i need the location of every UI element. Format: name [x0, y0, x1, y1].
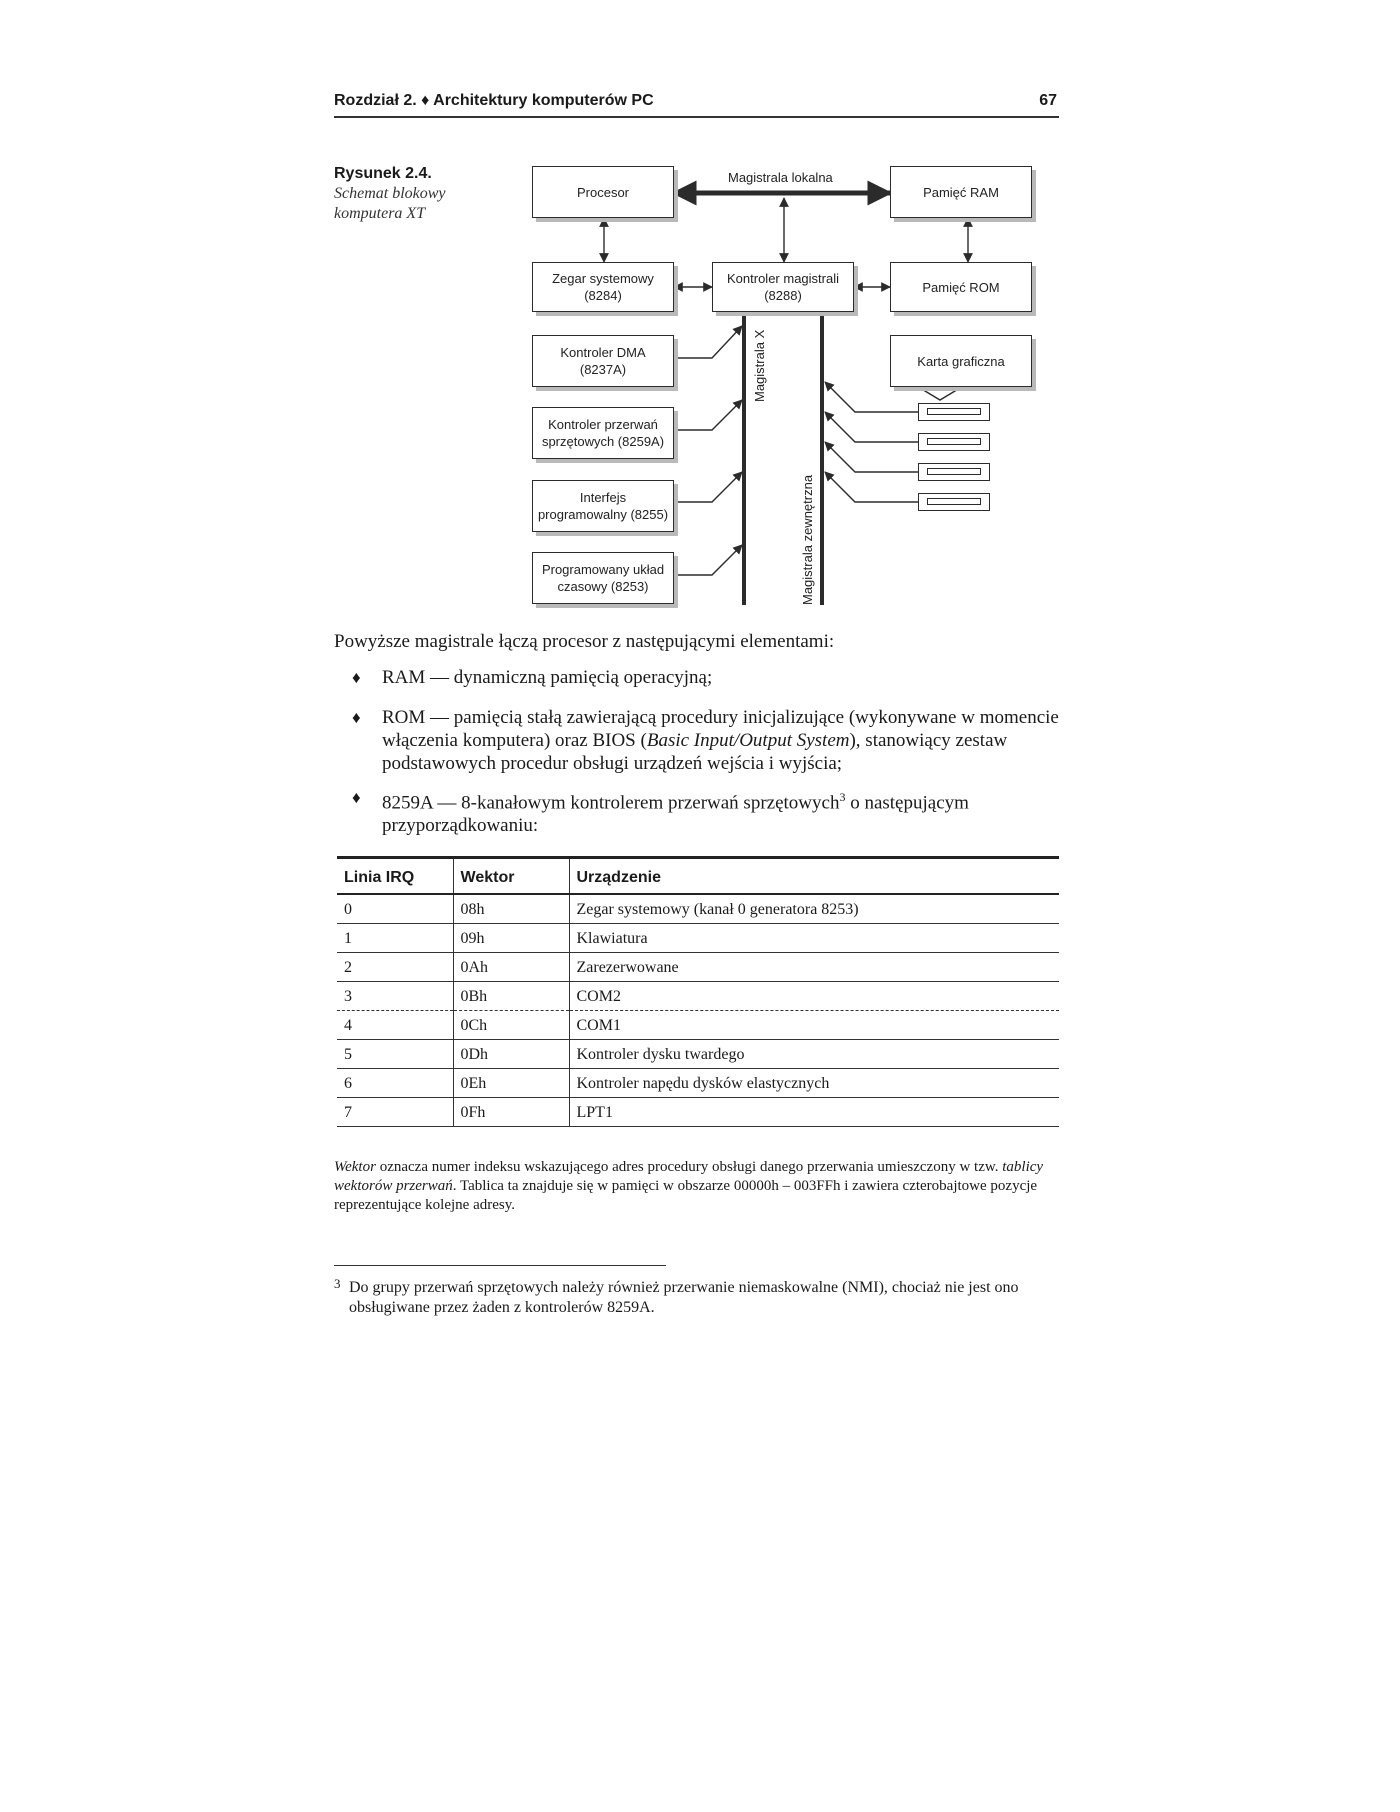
figure-caption: [334, 164, 484, 224]
vector-cell: 09h: [453, 924, 569, 953]
vector-cell: 0Dh: [453, 1040, 569, 1069]
bios-term: Basic Input/Output System: [646, 730, 850, 751]
note-term: tablicy wektorów przerwań: [334, 1159, 1044, 1194]
ppi-block: [532, 480, 674, 532]
rom-block: [890, 262, 1032, 312]
ppi-chip-label: programowalny (8255): [537, 507, 669, 522]
device-cell: Kontroler napędu dysków elastycznych: [569, 1069, 1059, 1098]
rom-label: Pamięć ROM: [922, 279, 1000, 295]
ram-label: Pamięć RAM: [923, 184, 999, 200]
table-note: Wektor oznacza numer indeksu wskazującego adres procedury obsługi danego przerwania umieszczony w tzw. tablicy wektorów przerwań. Tablica ta znajduje się w pamięci w obszarze 00000h – 003FFh i zawiera czterobajtowe pozycje reprezentujące kolejne adresy.: [334, 1159, 1044, 1213]
interrupt-controller-block: [532, 407, 674, 459]
col-header-vector: Wektor: [453, 858, 569, 895]
page-number: 67: [1039, 92, 1057, 109]
table-body: [337, 894, 1059, 1127]
vector-cell: 0Ah: [453, 953, 569, 982]
table-row: [337, 1040, 1059, 1069]
cpu-block: [532, 166, 674, 218]
device-cell: COM2: [569, 982, 1059, 1011]
table-row: [337, 1098, 1059, 1127]
vector-cell: 08h: [453, 894, 569, 924]
bullet-marker: ♦: [352, 708, 361, 727]
running-header: [334, 90, 1059, 118]
bullet-marker: ♦: [352, 668, 361, 687]
vector-cell: 0Ch: [453, 1011, 569, 1040]
expansion-slot: [918, 463, 990, 481]
timer-block: [532, 552, 674, 604]
irq-cell: 2: [337, 953, 453, 982]
footnote-ref: 3: [839, 790, 846, 804]
irq-cell: 4: [337, 1011, 453, 1040]
table-row: [337, 982, 1059, 1011]
irq-cell: 7: [337, 1098, 453, 1127]
irq-table: [337, 856, 1059, 1127]
bullet-item-ram: RAM — dynamiczną pamięcią operacyjną;: [382, 667, 713, 688]
graphics-card-label: Karta graficzna: [917, 353, 1005, 369]
timer-chip-label: czasowy (8253): [557, 579, 649, 594]
dma-controller-block: [532, 335, 674, 387]
footnote-mark: 3: [334, 1276, 341, 1291]
bus-controller-label: Kontroler magistrali: [727, 271, 839, 286]
figure-caption-line: Schemat blokowy: [334, 185, 446, 202]
clock-chip-label: (8284): [584, 288, 622, 303]
irq-cell: 1: [337, 924, 453, 953]
table-row: [337, 1011, 1059, 1040]
device-cell: Kontroler dysku twardego: [569, 1040, 1059, 1069]
dma-chip-label: (8237A): [579, 362, 627, 377]
external-bus-label: Magistrala zewnętrzna: [800, 474, 815, 605]
footnote-separator: [334, 1265, 666, 1266]
pic-label: Kontroler przerwań: [548, 417, 658, 432]
clock-label: Zegar systemowy: [552, 271, 654, 286]
vector-cell: 0Bh: [453, 982, 569, 1011]
table-header-row: [337, 858, 1059, 895]
dma-label: Kontroler DMA: [560, 345, 646, 360]
expansion-slot: [918, 433, 990, 451]
pic-chip-label: sprzętowych (8259A): [541, 434, 665, 449]
device-cell: LPT1: [569, 1098, 1059, 1127]
local-bus-label: Magistrala lokalna: [728, 170, 833, 185]
xt-block-diagram: [500, 150, 1060, 610]
table-row: [337, 894, 1059, 924]
graphics-card-block: [890, 335, 1032, 387]
ram-block: [890, 166, 1032, 218]
ppi-label: Interfejs: [579, 490, 627, 505]
bus-controller-block: [712, 262, 854, 312]
table-row: [337, 953, 1059, 982]
device-cell: Zarezerwowane: [569, 953, 1059, 982]
intro-paragraph: Powyższe magistrale łączą procesor z następującymi elementami:: [334, 631, 835, 652]
footnote: [334, 1278, 1064, 1318]
bus-controller-chip-label: (8288): [764, 288, 802, 303]
irq-cell: 6: [337, 1069, 453, 1098]
device-cell: Klawiatura: [569, 924, 1059, 953]
irq-cell: 3: [337, 982, 453, 1011]
col-header-irq: Linia IRQ: [337, 858, 453, 895]
irq-cell: 0: [337, 894, 453, 924]
table-row: [337, 1069, 1059, 1098]
note-term: Wektor: [334, 1159, 376, 1175]
bullet-marker: ♦: [352, 788, 361, 807]
col-header-device: Urządzenie: [569, 858, 1059, 895]
device-cell: COM1: [569, 1011, 1059, 1040]
device-cell: Zegar systemowy (kanał 0 generatora 8253): [569, 894, 1059, 924]
irq-cell: 5: [337, 1040, 453, 1069]
chapter-title: Rozdział 2. ♦ Architektury komputerów PC: [334, 92, 654, 109]
x-bus-label: Magistrala X: [752, 329, 767, 402]
cpu-label: Procesor: [576, 184, 630, 200]
bullet-item-rom: ROM — pamięcią stałą zawierającą procedury inicjalizujące (wykonywane w momencie włączenia komputera) oraz BIOS (Basic Input/Output System), stanowiący zestaw podstawowych procedur obsługi urządzeń wejścia i wyjścia;: [382, 707, 1059, 774]
timer-label: Programowany układ: [541, 562, 665, 577]
figure-number: Rysunek 2.4.: [334, 165, 432, 182]
expansion-slot: [918, 493, 990, 511]
figure-caption-line: komputera XT: [334, 205, 426, 222]
footnote-text: Do grupy przerwań sprzętowych należy również przerwanie niemaskowalne (NMI), chociaż nie jest ono obsługiwane przez żaden z kontrolerów 8259A.: [349, 1279, 1019, 1316]
table-row: [337, 924, 1059, 953]
bullet-item-8259a: 8259A — 8-kanałowym kontrolerem przerwań sprzętowych$^3$ o następującym przyporządkowaniu:: [382, 790, 969, 837]
vector-cell: 0Eh: [453, 1069, 569, 1098]
vector-cell: 0Fh: [453, 1098, 569, 1127]
expansion-slot: [918, 403, 990, 421]
system-clock-block: [532, 262, 674, 312]
